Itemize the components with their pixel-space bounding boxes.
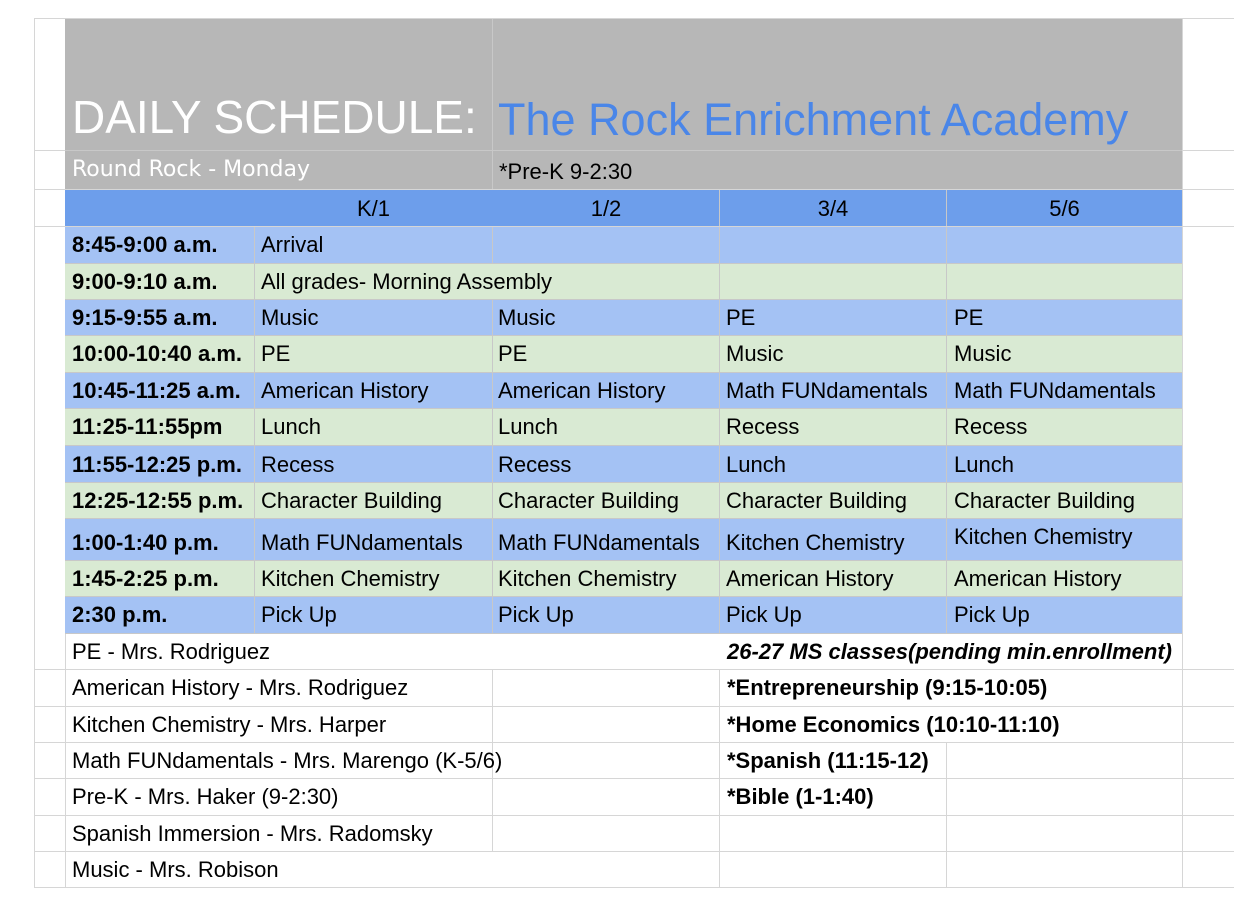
class-cell: PE [261, 341, 291, 366]
class-cell: Character Building [954, 488, 1135, 513]
time-cell: 11:25-11:55pm [72, 414, 223, 439]
grid-line [1182, 18, 1183, 888]
time-cell: 10:00-10:40 a.m. [72, 341, 242, 366]
class-cell: American History [726, 566, 894, 591]
header-divider [492, 19, 493, 189]
class-cell: All grades- Morning Assembly [261, 269, 553, 294]
class-cell: Character Building [498, 488, 679, 513]
teacher-item: Pre-K - Mrs. Haker (9-2:30) [72, 784, 339, 809]
table-row [65, 299, 1182, 335]
class-cell: Recess [954, 414, 1028, 439]
grid-line [34, 815, 1234, 816]
time-cell: 9:00-9:10 a.m. [72, 269, 218, 294]
class-cell: American History [261, 378, 429, 403]
grid-line [34, 18, 35, 888]
time-cell: 10:45-11:25 a.m. [72, 378, 241, 403]
class-cell: Lunch [498, 414, 558, 439]
column-header-12: 1/2 [590, 196, 622, 221]
grid-line [34, 887, 1234, 888]
class-cell: Character Building [261, 488, 442, 513]
grid-line [65, 263, 1182, 264]
class-cell: Kitchen Chemistry [954, 524, 1133, 549]
time-cell: 8:45-9:00 a.m. [72, 232, 218, 257]
class-cell: Lunch [726, 452, 786, 477]
grid-line [34, 706, 1234, 707]
column-header-k1: K/1 [356, 196, 391, 221]
grid-line [65, 596, 1182, 597]
ms-class-item: *Spanish (11:15-12) [727, 748, 929, 773]
grid-line [946, 742, 947, 887]
grid-line [254, 227, 255, 633]
class-cell: Math FUNdamentals [726, 378, 928, 403]
grid-line [719, 669, 720, 887]
class-cell: Music [954, 341, 1012, 366]
time-cell: 11:55-12:25 p.m. [72, 452, 242, 477]
teacher-item: PE - Mrs. Rodriguez [72, 639, 271, 664]
grid-line [492, 299, 493, 633]
class-cell: American History [498, 378, 666, 403]
ms-class-item: *Bible (1-1:40) [727, 784, 874, 809]
time-cell: 1:45-2:25 p.m. [72, 566, 219, 591]
grid-line [492, 778, 493, 851]
class-cell: Music [261, 305, 319, 330]
class-cell: Recess [726, 414, 800, 439]
class-cell: Math FUNdamentals [261, 530, 463, 555]
ms-class-item: *Entrepreneurship (9:15-10:05) [727, 675, 1048, 700]
class-cell: Recess [261, 452, 335, 477]
teacher-item: American History - Mrs. Rodriguez [72, 675, 409, 700]
class-cell: Kitchen Chemistry [261, 566, 440, 591]
grid-line [492, 227, 493, 263]
class-cell: Music [726, 341, 784, 366]
column-header-56: 5/6 [1049, 196, 1080, 221]
grid-line [34, 778, 1234, 779]
class-cell: PE [954, 305, 984, 330]
class-cell: Pick Up [261, 602, 337, 627]
prek-note: *Pre-K 9-2:30 [499, 159, 633, 184]
class-cell: American History [954, 566, 1122, 591]
time-cell: 1:00-1:40 p.m. [72, 530, 219, 555]
table-row [65, 263, 1182, 299]
class-cell: Pick Up [726, 602, 802, 627]
time-cell: 9:15-9:55 a.m. [72, 305, 218, 330]
class-cell: Math FUNdamentals [954, 378, 1156, 403]
class-cell: Math FUNdamentals [498, 530, 700, 555]
class-cell: PE [498, 341, 528, 366]
column-header-34: 3/4 [817, 196, 849, 221]
grid-line [34, 851, 1234, 852]
class-cell: Lunch [261, 414, 321, 439]
class-cell: Kitchen Chemistry [726, 530, 905, 555]
table-row [65, 227, 1182, 263]
teacher-item: Math FUNdamentals - Mrs. Marengo (K-5/6) [72, 748, 503, 773]
class-cell: Music [498, 305, 556, 330]
class-cell: Pick Up [954, 602, 1030, 627]
school-name: The Rock Enrichment Academy [498, 94, 1129, 145]
class-cell: PE [726, 305, 756, 330]
grid-line [65, 372, 1182, 373]
grid-line [65, 335, 1182, 336]
grid-line [65, 560, 1182, 561]
header-divider [65, 150, 1182, 151]
grid-line [946, 227, 947, 633]
time-cell: 12:25-12:55 p.m. [72, 488, 244, 513]
grid-line [34, 742, 1234, 743]
grid-line [65, 482, 1182, 483]
teacher-item: Spanish Immersion - Mrs. Radomsky [72, 821, 433, 846]
class-cell: Recess [498, 452, 572, 477]
teacher-item: Kitchen Chemistry - Mrs. Harper [72, 712, 387, 737]
class-cell: Lunch [954, 452, 1014, 477]
grid-line [65, 408, 1182, 409]
class-cell: Arrival [261, 232, 324, 257]
grid-line [65, 518, 1182, 519]
class-cell: Character Building [726, 488, 907, 513]
grid-line [65, 445, 1182, 446]
location-label: Round Rock - Monday [72, 157, 310, 182]
grid-line [719, 227, 720, 633]
ms-classes-heading: 26-27 MS classes(pending min.enrollment) [727, 639, 1173, 664]
schedule-title: DAILY SCHEDULE: [72, 91, 477, 143]
grid-line [65, 299, 1182, 300]
overflow-mask [1183, 634, 1234, 669]
teacher-item: Music - Mrs. Robison [72, 857, 279, 882]
grid-line [65, 633, 1182, 634]
ms-class-item: *Home Economics (10:10-11:10) [727, 712, 1060, 737]
class-cell: Kitchen Chemistry [498, 566, 677, 591]
time-cell: 2:30 p.m. [72, 602, 168, 627]
grid-line [34, 669, 1234, 670]
class-cell: Pick Up [498, 602, 574, 627]
